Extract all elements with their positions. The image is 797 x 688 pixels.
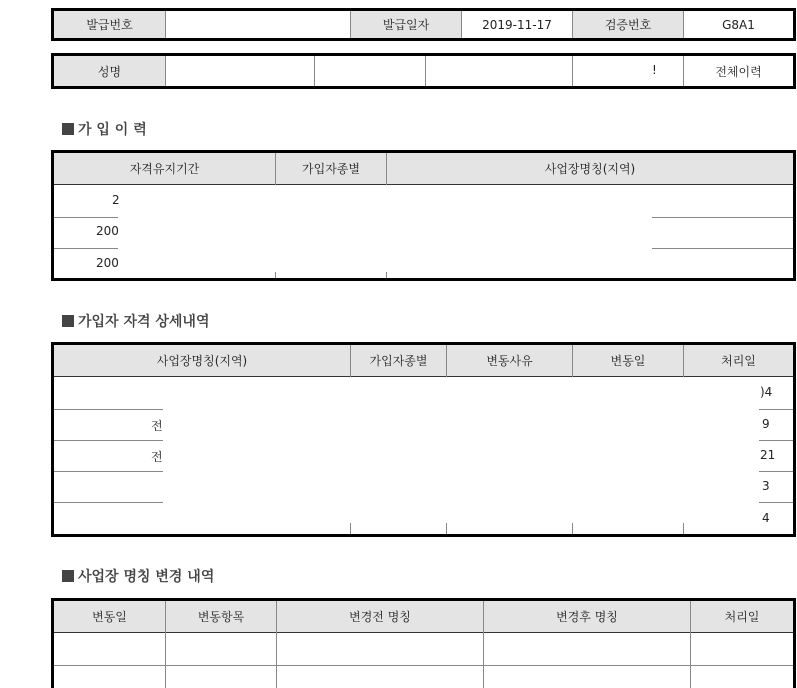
divider	[165, 11, 166, 38]
enrollment-history-table	[51, 150, 796, 281]
name-table	[51, 53, 796, 89]
column-header-label: 처리일	[721, 354, 756, 368]
column-header	[166, 601, 276, 632]
column-header	[691, 601, 793, 632]
issue-date-label-cell	[351, 11, 461, 38]
qualification-detail-table	[51, 342, 796, 537]
table-row-fragment: 200	[96, 224, 119, 238]
issue-date-value-cell	[462, 11, 572, 38]
section-heading	[62, 566, 214, 586]
table-row-fragment: 200	[96, 256, 119, 270]
table-row-fragment: 3	[762, 479, 770, 493]
divider	[572, 11, 573, 38]
name-label-cell	[54, 56, 165, 86]
column-header-label: 변동일	[610, 354, 646, 368]
redaction-mask	[574, 64, 650, 78]
issue-no-value-cell	[166, 11, 350, 38]
table-row-fragment: 2	[112, 193, 120, 207]
table-row-fragment: )4	[760, 385, 773, 399]
column-header-label: 가입자종별	[369, 354, 428, 368]
divider	[350, 11, 351, 38]
divider	[572, 56, 573, 86]
divider	[690, 601, 691, 688]
column-header	[387, 153, 793, 184]
column-header	[447, 345, 572, 376]
workplace-name-change-table	[51, 598, 796, 688]
scope-label-cell	[684, 56, 793, 86]
row-rule	[54, 665, 793, 666]
name-label: 성명	[97, 64, 122, 79]
issue-no-label: 발급번호	[86, 18, 133, 32]
square-bullet-icon	[62, 123, 74, 135]
column-header-label: 변동항목	[197, 610, 245, 624]
section-title: 사업장 명칭 변경 내역	[78, 569, 215, 585]
column-header-label: 변동일	[92, 610, 127, 624]
column-header-label: 변동사유	[486, 354, 533, 368]
table-row-fragment: 21	[760, 448, 776, 462]
redaction-mask	[118, 185, 652, 272]
divider	[165, 56, 166, 86]
column-header	[277, 601, 483, 632]
section-title: 가 입 이 력	[78, 122, 147, 138]
divider	[276, 601, 277, 688]
redaction-mask	[163, 377, 759, 523]
column-header	[484, 601, 690, 632]
divider	[683, 11, 684, 38]
verify-no-label-cell	[573, 11, 683, 38]
divider	[425, 56, 426, 86]
divider	[165, 601, 166, 688]
column-header-label: 자격유지기간	[129, 162, 200, 176]
square-bullet-icon	[62, 315, 74, 327]
column-header	[351, 345, 446, 376]
issue-date-value: 2019-11-17	[482, 17, 552, 32]
section-title: 가입자 자격 상세내역	[78, 314, 210, 330]
column-header-label: 가입자종별	[302, 162, 360, 176]
column-header	[54, 345, 350, 376]
verify-no-label: 검증번호	[604, 18, 652, 32]
column-header	[276, 153, 386, 184]
verify-no-value-cell	[684, 11, 793, 38]
column-header-label: 처리일	[724, 610, 760, 624]
issue-date-label: 발급일자	[382, 18, 430, 32]
table-row-fragment: 9	[762, 417, 770, 431]
issue-info-table	[51, 8, 796, 41]
column-header-label: 사업장명칭(지역)	[544, 162, 636, 176]
divider	[483, 601, 484, 688]
column-header-label: 변경전 명칭	[349, 610, 411, 624]
section-heading	[62, 119, 147, 139]
column-header-label: 사업장명칭(지역)	[156, 354, 248, 368]
divider	[461, 11, 462, 38]
table-row-fragment: 전	[151, 450, 163, 464]
column-header	[573, 345, 683, 376]
square-bullet-icon	[62, 570, 74, 582]
divider	[314, 56, 315, 86]
name-trailing-fragment: !	[652, 63, 657, 77]
table-row-fragment: 전	[151, 419, 163, 433]
issue-no-label-cell	[54, 11, 165, 38]
section-heading	[62, 311, 209, 331]
table-row-fragment: 4	[762, 511, 770, 525]
column-header	[54, 153, 275, 184]
redaction-mask	[316, 64, 422, 78]
verify-no-value: G8A1	[722, 17, 755, 32]
column-header-label: 변경후 명칭	[556, 610, 618, 624]
scope-label: 전체이력	[715, 64, 762, 79]
column-header	[684, 345, 793, 376]
column-header	[54, 601, 165, 632]
